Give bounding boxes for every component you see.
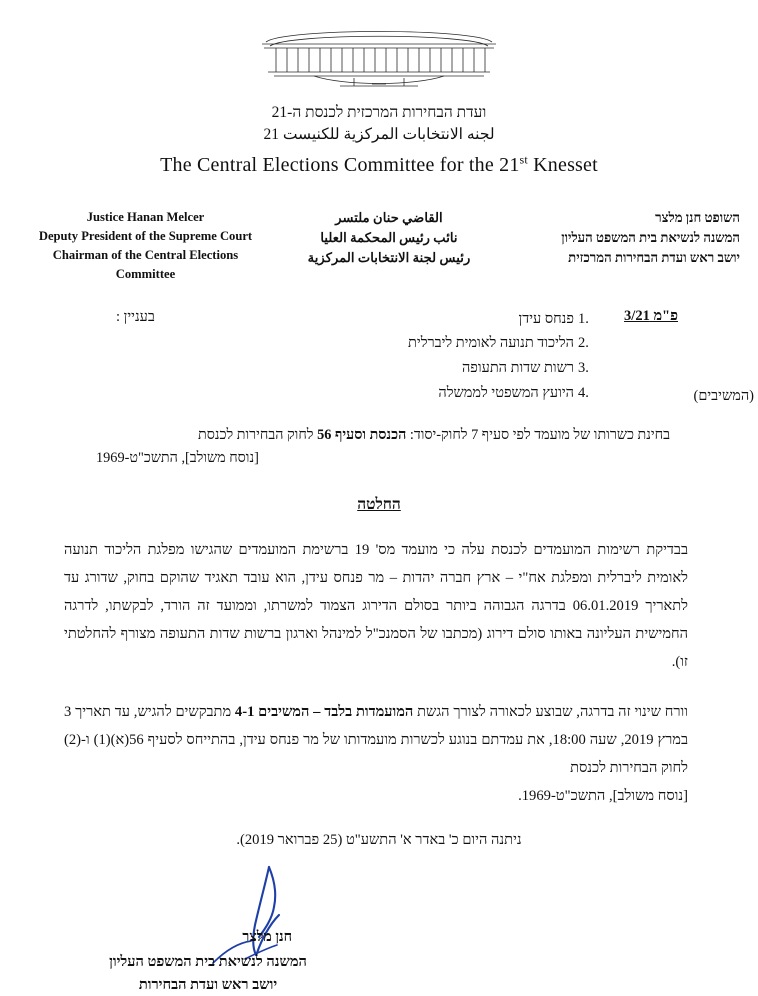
given-on-date: ניתנה היום כ' באדר א' התשע"ט (25 פברואר 2019). bbox=[236, 832, 522, 849]
signatory-titles bbox=[58, 951, 358, 996]
masthead-english-ordinal: st bbox=[519, 152, 528, 167]
list-item bbox=[224, 381, 604, 406]
page-title: החלטה bbox=[357, 496, 401, 513]
list-item bbox=[224, 331, 604, 356]
title-english-line-2: Deputy President of the Supreme Court bbox=[38, 228, 253, 243]
paragraph-2-tail: [נוסח משולב], התשכ"ט-1969. bbox=[518, 788, 688, 805]
signatory-name: חנן מלצר bbox=[242, 929, 292, 946]
party-number: 2. bbox=[578, 335, 589, 352]
paragraph-2-emphasis: המועמדות בלבד – המשיבים 4-1 bbox=[234, 704, 414, 721]
knesset-menorah-emblem bbox=[254, 26, 504, 88]
title-english-line-1: Justice Hanan Melcer bbox=[86, 209, 205, 224]
masthead-arabic: لجنه الانتخابات المركزية للكنيست 21 bbox=[263, 126, 495, 144]
party-name: הליכוד תנועה לאומית ליברלית bbox=[408, 335, 574, 352]
title-hebrew bbox=[505, 208, 740, 267]
matter-law-2: סעיף 56 bbox=[317, 427, 363, 444]
masthead-english-pre: The Central Elections Committee for the 21 bbox=[160, 153, 520, 176]
title-hebrew-line-3: יושב ראש ועדת הבחירות המרכזית bbox=[568, 249, 740, 265]
matter-line-1a: בחינת כשרותו של מועמד לפי סעיף 7 לחוק-יסוד: bbox=[406, 427, 670, 444]
title-english-line-3: Chairman of the Central Elections bbox=[52, 247, 239, 262]
respondents-label: (המשיבים) bbox=[693, 388, 754, 405]
title-arabic bbox=[287, 208, 492, 267]
masthead-hebrew: ועדת הבחירות המרכזית לכנסת ה-21 bbox=[271, 104, 487, 121]
party-number: 3. bbox=[578, 360, 589, 377]
paragraph-2-mid: מתבקשים להגיש, עד תאריך 3 במרץ 2019, שעה 18:00, את עמדתם בנוגע לכשרות מועמדותו של מר פנחס עידן, בהתייחס לסעיף 56(א)(1) ו-(2) לחוק הבחירות לכנסת bbox=[64, 704, 688, 777]
title-hebrew-line-1: השופט חנן מלצר bbox=[655, 209, 740, 225]
masthead-english bbox=[0, 151, 758, 180]
subject-label: בעניין : bbox=[116, 308, 155, 325]
decision-paragraph-2 bbox=[64, 698, 688, 810]
signatory-title-2: יושב ראש ועדת הבחירות bbox=[138, 976, 278, 993]
party-name: רשות שדות התעופה bbox=[461, 360, 574, 377]
party-name: פנחס עידן bbox=[518, 310, 574, 327]
title-english bbox=[18, 208, 273, 284]
masthead-english-post: Knesset bbox=[527, 153, 598, 176]
list-item bbox=[224, 356, 604, 381]
masthead bbox=[0, 102, 758, 180]
title-english-line-4: Committee bbox=[115, 266, 176, 281]
party-number: 4. bbox=[578, 385, 589, 402]
signatory-title-1: המשנה לנשיאת בית המשפט העליון bbox=[109, 954, 307, 971]
list-item bbox=[224, 307, 604, 332]
party-number: 1. bbox=[578, 310, 589, 327]
emblem-container bbox=[0, 0, 758, 88]
title-arabic-line-2: نائب رئيس المحكمة العليا bbox=[320, 229, 458, 245]
title-arabic-line-3: رئيس لجنة الانتخابات المركزية bbox=[307, 249, 471, 265]
matter-line-2: [נוסח משולב], התשכ"ט-1969 bbox=[96, 450, 259, 467]
matter-description bbox=[96, 424, 670, 470]
title-arabic-line-1: القاضي حنان ملتسر bbox=[335, 209, 443, 225]
decision-paragraph-1: בבדיקת רשימות המועמדים לכנסת עלה כי מועמד מס' 19 ברשימת המועמדים שהגישו מפלגת הליכוד תנועה לאומית ליברלית ומפלגת אח"י – ארץ חברה יהדות – מר פנחס עידן, הוא עובד תאגיד שהוקם בחוק, שדורג עד לתאריך 06.01.2019 בדרגה הגבוהה ביותר בסולם הדירוג הצמוד למשרתו, וממועד זה הורד, לבקשתו, לדרגה החמישית העליונה באותו סולם דירוג (מכתבו של הסמנכ"ל למינהל וארגון ברשות שדות התעופה מצורף להחלטתי זו). bbox=[64, 542, 689, 671]
parties-list bbox=[224, 307, 604, 407]
matter-law-1: הכנסת ו bbox=[362, 427, 407, 444]
officeholder-titles bbox=[0, 208, 758, 284]
party-name: היועץ המשפטי לממשלה bbox=[438, 385, 574, 402]
matter-line-1b: לחוק הבחירות לכנסת bbox=[197, 427, 318, 444]
signature-area bbox=[0, 867, 758, 993]
title-hebrew-line-2: המשנה לנשיאת בית המשפט העליון bbox=[561, 229, 740, 245]
case-number: פ"מ 3/21 bbox=[624, 307, 678, 324]
paragraph-2-pre: וורח שינוי זה בדרגה, שבוצע לכאורה לצורך הגשת bbox=[413, 704, 688, 721]
